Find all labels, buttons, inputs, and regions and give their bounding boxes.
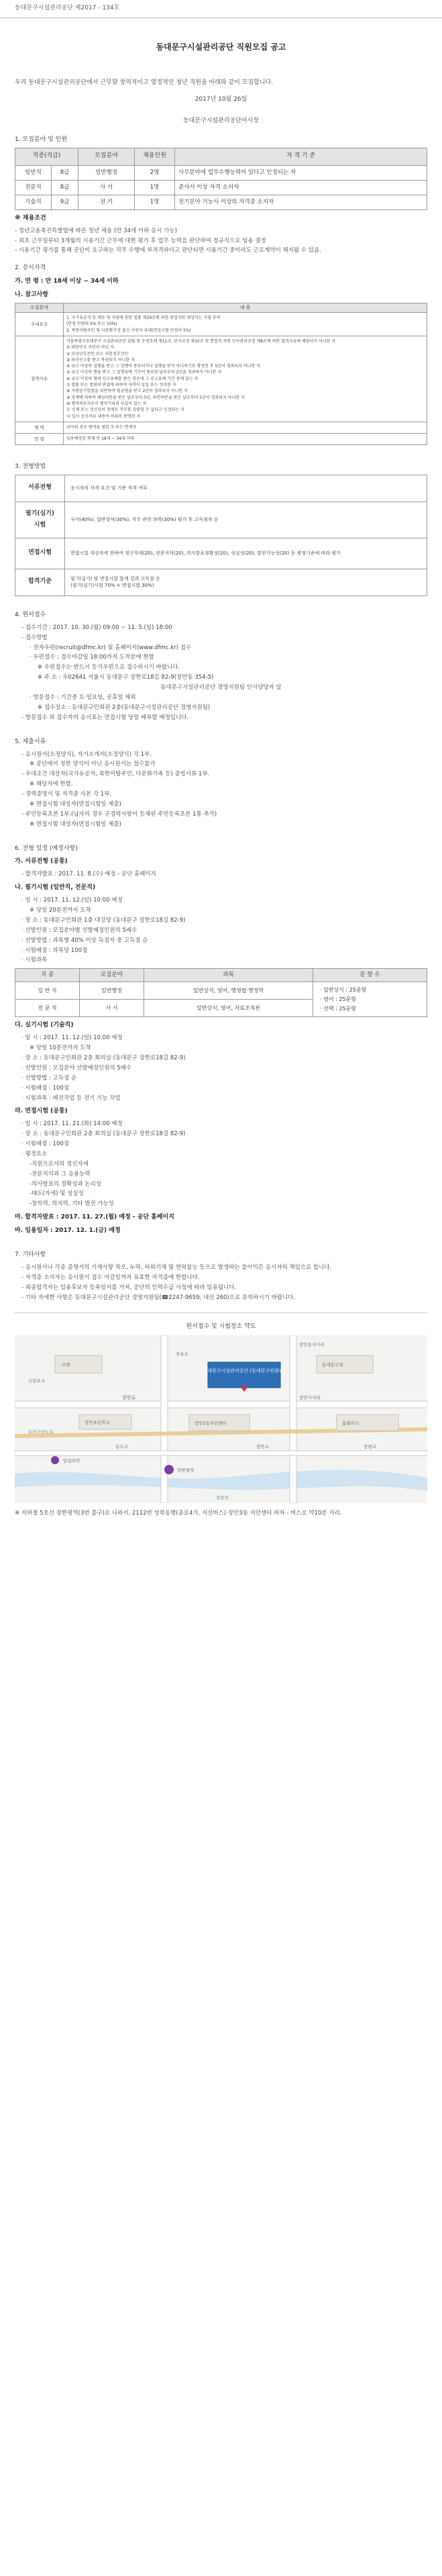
cell: 일반행정 [80, 982, 144, 1000]
text-line: ※ 당일 10분전까지 도착 [30, 1045, 91, 1052]
row-label: 필기(실기) 시험 [15, 502, 65, 538]
cell-line: 서울특별시동대문구 시설관리공단 설립 및 운영조례 제11조, 인사규정 제10조 및 현업직 직원 인사관리규정 제8조에 의한 결격사유에 해당되지 아니한 자 [66, 339, 336, 344]
subsection-title: 마. 합격자발표 : 2017. 11. 27.(월) 예정 - 공단 홈페이지 [15, 1214, 174, 1221]
cell-line: ④ 금고 이상의 실형을 받고 그 집행이 종료되거나 집행을 받지 아니하기로 확정된 후 5년이 경과되지 아니한 자 [66, 364, 260, 369]
map-label: 장안동사거리 [299, 1342, 325, 1348]
subway-icon [164, 1465, 174, 1474]
document-number: 동대문구시설관리공단 제2017 - 134호 [15, 5, 120, 11]
subsection-title: 가. 서류전형 (공통) [15, 858, 68, 865]
cell: 필기(실기) 및 면접시험 합계 결과 고득점 순 (필기(실기)시험 70% + 면접시험 30%) [65, 569, 427, 595]
row-label: 서류전형 [15, 475, 65, 502]
text-line: · 장 소 : 동대문구민회관 1층 대강당 (동대문구 장한로18길 82-9) [21, 916, 186, 924]
text-line: ※ 당일 20분전까지 도착 [30, 907, 91, 914]
subsection-title: 바. 임용일자 : 2017. 12. 1.(금) 예정 [15, 1227, 121, 1235]
cell: 국어(40%), 일반상식(30%), 직무 관련 과목(30%) 평가 후 고득점자 순 [65, 502, 427, 538]
cell: 1명 [135, 195, 175, 209]
cell: 일 반 직 [15, 982, 80, 1000]
section-6-heading: 6. 전형 일정 (예정사항) [15, 845, 78, 852]
col-header: 내 용 [64, 303, 427, 313]
table-header-row [15, 303, 427, 313]
subsection-title: 다. 실기시험 (기술직) [15, 1022, 74, 1029]
section-5-heading: 5. 제출서류 [15, 738, 46, 745]
text-line: - 기타 자세한 사항은 동대문구시설관리공단 경영지원팀(☎2247-9659, 내선 260)으로 문의하시기 바랍니다. [21, 1294, 296, 1301]
section-7-heading: 7. 기타사항 [15, 1251, 46, 1259]
text-line: · 시험배점 : 100점 [21, 1084, 69, 1092]
text-line: · 평정요소 [21, 1150, 48, 1157]
text-line: · 우편접수 : 접수마감일 18:00까지 도착분에 한함 [30, 654, 154, 661]
reference-title: 나. 참고사항 [15, 291, 49, 299]
signature: 동대문구시설관리공단이사장 [182, 117, 260, 124]
intro-text: 우리 동대문구시설관리공단에서 근무할 창의적이고 열정적인 청년 직원을 아래와 같이 모집합니다. [15, 79, 274, 86]
cell-line: 2. 북한이탈주민 및 다문화가정 출신 지원자 우대(면접시험 만점의 5%) [66, 328, 191, 333]
text-line: · 시험과목 : 배전작업 등 전기 기능 작업 [21, 1094, 121, 1102]
row-label: 연 령 [15, 433, 64, 444]
section-4-heading: 4. 원서접수 [15, 611, 46, 618]
cell: 일반행정 [78, 165, 135, 180]
map-label: 홈플러스 [342, 1421, 360, 1427]
cell [64, 313, 427, 336]
qualification-table [15, 303, 427, 445]
map-label: 동대문구청 [322, 1362, 343, 1368]
row-label: 합격기준 [15, 569, 65, 595]
main-road [15, 1401, 427, 1408]
map-label: 장안교 [256, 1444, 269, 1450]
cell: 사무분야에 업무수행능력이 있다고 인정되는 자 [175, 165, 427, 180]
text-line: · 방문접수 : 기간중 토·일요일, 공휴일 제외 [30, 694, 136, 701]
cell: 8급 [52, 180, 78, 195]
text-line: ※ 접수장소 : 동대문구민회관 2층(동대문구시설관리공단 경영지원팀) [38, 704, 211, 711]
col-header: 과목 [144, 969, 313, 982]
section-1-heading: 1. 모집분야 및 인원 [15, 136, 68, 143]
text-line: -창의력, 의지력, 기타 발전 가능성 [30, 1200, 115, 1208]
text-line: - 우대조건 대상자(국가유공자, 북한이탈주민, 다문화가족 등) 증빙서류 1부. [21, 771, 210, 778]
exam-subjects-table [15, 968, 427, 1017]
cell-line: ⑧ 지방공기업법을 위반하여 벌금형을 받고 2년이 경과되지 아니한 자 [66, 389, 188, 394]
conditions-title: ※ 채용조건 [15, 214, 46, 222]
cell: 일반상식, 영어, 자료조직론 [144, 1000, 313, 1017]
cell [64, 336, 427, 422]
page-title: 동대문구시설관리공단 직원모집 공고 [156, 42, 286, 52]
text-line: · 시험배점 : 100점 [21, 1141, 69, 1148]
cell-line: ⑫ 입사 응모서류 내용이 허위로 판명된 자 [66, 414, 141, 419]
map-label: 신답초교 [28, 1378, 46, 1384]
table-header-row [15, 969, 427, 982]
map-label: 모텔 [62, 1362, 70, 1368]
table-row [15, 313, 427, 336]
table-row [15, 165, 427, 180]
text-line: - 응시원서(소정양식), 자기소개서(소정양식) 각 1부. [21, 751, 152, 758]
text-line: - 응시원서나 각종 증명서의 기재사항 착오, 누락, 허위기재 및 연락불능 등으로 발생하는 불이익은 응시자의 책임으로 합니다. [21, 1264, 332, 1272]
table-row [15, 475, 427, 502]
map-label: 장안초등학교 [85, 1420, 110, 1426]
col-header: 채용인원 [135, 148, 175, 165]
cell: 9급 [52, 195, 78, 209]
text-line: ※ 주 소 : 우02641 서울시 동대문구 장한로18길 82-9(장안동 354-5) [38, 674, 214, 681]
row-label: 우대요건 [15, 313, 64, 336]
text-line: - 최종합격자는 임용후보자 등록일자를 거쳐, 공단의 인력수급 사정에 따라 임용됩니다. [21, 1284, 237, 1291]
map-label: 답십리역 [63, 1458, 80, 1464]
text-line: - 방문접수 외 접수자의 응시표는 면접시험 당일 배부할 예정입니다. [21, 714, 189, 721]
target-label: 동대문구시설관리공단 (동대문구민회관) [203, 1368, 286, 1374]
text-line: · 선발인원 : 모집분야별 선발예정인원의 5배수 [21, 926, 137, 934]
cell: 사 서 [80, 1000, 144, 1017]
text-line: · 시험과목 [21, 957, 48, 964]
cell: · 일반상식 : 25문항 · 영어 : 25문항 · 선택 : 25문항 [313, 982, 427, 1017]
row-label: 면접시험 [15, 538, 65, 569]
text-line: · 선발인원 : 모집분야 선발예정인원의 5배수 [21, 1064, 132, 1071]
text-line: · 시험배점 : 과목당 100점 [21, 947, 88, 954]
text-line: -태도(자세) 및 성실성 [30, 1190, 84, 1198]
text-line: ※ 공단에서 정한 양식이 아닌 응시원서는 접수불가 [30, 761, 156, 768]
cell-line: ⑩ 병역의무자로서 병역기피의 사실이 있는 자 [66, 401, 147, 406]
table-row [15, 422, 427, 433]
directions-note: ※ 지하철 5호선 장한평역(3번 출구)로 나와서, 2112번 성북동행(종로4가, 지선버스) 장안3동 지안센터 하차 - 버스로 약10분 거리. [15, 1510, 342, 1517]
section-2-heading: 2. 응시자격 [15, 265, 46, 272]
cell-line: ① 대한민국 국민이 아닌 자 [66, 345, 114, 350]
text-line: - 경력증명서 및 자격증 사본 각 1부. [21, 791, 112, 798]
condition-line: - 시용기간 평가를 통해 공단이 요구하는 직무 수행에 부적격하다고 판단되면 시용기간 중이라도 근로계약이 해지될 수 있음. [15, 247, 321, 254]
cell: 전 문 직 [15, 1000, 80, 1017]
text-line: · 일 시 : 2017. 11. 21.(화) 14:00 예정 [21, 1120, 123, 1128]
text-line: · 장 소 : 동대문구민회관 2층 회의실 (동대문구 장한로18길 82-9) [21, 1055, 186, 1062]
cell: 전 기 [78, 195, 135, 209]
text-line: · 선발방법 : 고득점 순 [21, 1074, 77, 1082]
text-line: -전문지식과 그 응용능력 [30, 1170, 91, 1178]
text-line: 동대문구시설관리공단 경영지원팀 인사담당자 앞 [160, 684, 282, 691]
target-building [208, 1362, 280, 1388]
lower-road [15, 1451, 427, 1456]
text-line: - 주민등록초본 1부.(남자의 경우 군경력사항이 등재된 주민등록초본 1통 추가) [21, 810, 217, 818]
table-row [15, 569, 427, 595]
text-line: ※ 해당자에 한함. [30, 781, 73, 788]
announce-date: 2017년 10월 26일 [195, 95, 247, 103]
map-label: 용두교 [115, 1444, 128, 1450]
map-title: 원서접수 및 시험장소 약도 [186, 1323, 256, 1330]
cell: 면접시험 대상자에 한하여 정신자세(20), 전문지식(20), 의사발표정확성(20), 성실성(20), 발전가능성(20) 등 평정기준에 따라 평가 [65, 538, 427, 569]
table-row [15, 195, 427, 209]
text-line: ※ 면접시험 대상자(면접시험일 제출) [30, 820, 121, 828]
age-requirement: 가. 연 령 : 만 18세 이상 ~ 34세 이하 [15, 278, 119, 285]
map-label: 중랑천 [216, 1495, 229, 1501]
map-label: 장안사거리 [299, 1395, 321, 1401]
col-header: 모집분야 [15, 303, 64, 313]
text-line: · 선발방법 : 과목별 40% 이상 득점자 중 고득점 순 [21, 937, 148, 944]
subsection-title: 라. 면접시험 (공통) [15, 1108, 68, 1115]
cell: 1명 [135, 180, 175, 195]
map-label: 동부간선도로 [28, 1429, 54, 1435]
text-line: ※ 면접시험 대상자(면접시험일 제출) [30, 800, 121, 808]
condition-line: - 최초 근무일부터 3개월의 시용기간 근무에 대한 평가 후 업무 능력을 판단하여 정규직으로 임용 결정 [15, 237, 266, 244]
cell-line: (만점 만점의 5% 또는 10%) [66, 322, 117, 327]
text-line: · 장 소 : 동대문구민회관 2층 회의실 (동대문구 장한로18길 82-9) [21, 1131, 186, 1138]
cell: 일반직 [15, 165, 52, 180]
section-3-heading: 3. 전형방법 [15, 463, 46, 470]
text-line: - 합격자발표 : 2017. 11. 8.(수) 예정 - 공단 홈페이지 [21, 871, 156, 878]
cell-line: ③ 파산선고를 받고 복권되지 아니한 자 [66, 357, 135, 363]
cell: 일반상식, 영어, 행정법·행정학 [144, 982, 313, 1000]
row-label: 병 역 [15, 422, 64, 433]
table-row [15, 502, 427, 538]
text-line: · 일 시 : 2017. 11. 12.(일) 10:00 예정 [21, 897, 123, 904]
cell-line: ⑥ 금고 이상의 형의 선고유예를 받은 경우에 그 선고유예 기간 중에 있는 자 [66, 376, 199, 381]
table-row [15, 433, 427, 444]
col-header: 모집분야 [78, 148, 135, 165]
map-label: 장평교 [364, 1444, 376, 1450]
cell-line: ⑤ 금고 이상의 형을 받고 그 집행유예 기간이 종료된 날로부터 2년을 경과하지 아니한 자 [66, 370, 222, 375]
row-label: 결격사유 [15, 336, 64, 422]
cell: 전문직 [15, 180, 52, 195]
text-line: ※ 우편접수는 반드시 등기우편으로 접수하시기 바랍니다. [38, 664, 180, 671]
cell-line: ⑨ 징계에 의하여 해임처분을 받은 날로부터 3년, 파면처분을 받은 날로부터 5년이 경과되지 아니한 자 [66, 395, 245, 400]
cell: 전기분야 기능사 이상의 자격증 소지자 [175, 195, 427, 209]
subsection-title: 나. 필기시험 (일반직, 전문직) [15, 884, 96, 892]
table-row [15, 538, 427, 569]
vertical-road [290, 1335, 296, 1503]
text-line: - 자격증 소지자는 응시원서 접수 마감일까지 유효한 자격증에 한합니다. [21, 1274, 200, 1281]
selection-table [15, 475, 427, 596]
map-label: 주유소 [176, 1351, 188, 1357]
cell-line: 1. 국가유공자 등 예우 및 지원에 관한 법률 제29조에 의한 취업지원 대상자는 가점 부여 [66, 316, 221, 321]
recruit-table [15, 148, 427, 210]
cell: 2명 [135, 165, 175, 180]
cell: 기술직 [15, 195, 52, 209]
location-map [15, 1335, 427, 1503]
table-header-row [15, 148, 427, 165]
cell: 남자의 경우 병역을 필한 자 또는 면제자 [64, 422, 427, 433]
text-line: · 일 시 : 2017. 11. 12.(일) 10:00 예정 [21, 1035, 123, 1042]
cell-line: ⑦ 법률 또는 법원의 판결에 의하여 자격이 상실 또는 정지된 자 [66, 383, 176, 388]
col-header: 자 격 기 준 [175, 148, 427, 165]
table-row [15, 982, 427, 1000]
condition-line: - 청년고용촉진특별법에 따른 청년 채용 (만 34세 이하 응시 가능) [15, 227, 177, 234]
col-header: 직 종 [15, 969, 80, 982]
table-row [15, 336, 427, 422]
cell: 준사서 이상 자격 소지자 [175, 180, 427, 195]
cell: 응시자의 자격 요건 및 기준 적격 여부 [65, 475, 427, 502]
table-row [15, 180, 427, 195]
map-label: 장한평역 [177, 1468, 195, 1474]
text-line: · 전자우편(recruit@dfmc.kr) 및 홈페이지(www.dfmc.kr) 접수 [30, 644, 192, 651]
cell-line: ⑪ 신체 또는 정신상의 장애로 직무를 감당할 수 없다고 인정되는 자 [66, 408, 184, 413]
subway-icon [51, 1456, 59, 1464]
text-line: - 접수방법 [21, 634, 48, 641]
col-header: 모집분야 [80, 969, 144, 982]
cell: 사 서 [78, 180, 135, 195]
cell: 임용예정일 현재 만 18세 ~ 34세 이하 [64, 433, 427, 444]
col-header: 문 항 수 [313, 969, 427, 982]
text-line: -직원으로서의 정신자세 [30, 1160, 89, 1167]
map-label: 장한로 [122, 1395, 136, 1401]
cell-line: ② 피성년후견인 또는 피한정후견인 [66, 351, 129, 356]
map-label: 장안1동주민센터 [195, 1421, 227, 1427]
cell: 8급 [52, 165, 78, 180]
col-header: 직종(직급) [15, 148, 78, 165]
vertical-road [161, 1335, 168, 1503]
text-line: - 접수기간 : 2017. 10. 30.(월) 09:00 ~ 11. 5.(일) 18:00 [21, 624, 172, 631]
text-line: -의사발표의 정확성과 논리성 [30, 1180, 102, 1188]
